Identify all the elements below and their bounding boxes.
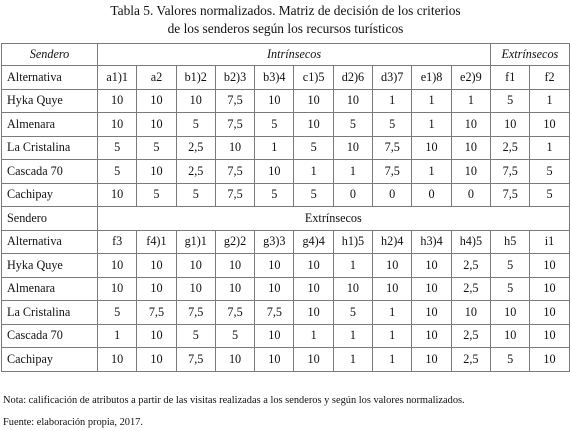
value-cell: 1	[412, 113, 451, 137]
value-cell: 5	[255, 113, 294, 137]
value-cell: 10	[530, 348, 569, 372]
row-label-cell: Cachipay	[2, 348, 98, 372]
column-header-cell: h2)4	[373, 230, 412, 254]
group-extrinsecos-label: Extrínsecos	[98, 207, 570, 231]
value-cell: 10	[451, 160, 490, 184]
column-header-cell: d3)7	[373, 66, 412, 90]
value-cell: 10	[333, 136, 372, 160]
value-cell: 5	[98, 136, 137, 160]
note-text: Nota: calificación de atributos a partir de las visitas realizadas a los senderos y según los valores normalizados.	[3, 395, 465, 406]
value-cell: 5	[176, 324, 215, 348]
value-cell: 10	[137, 160, 176, 184]
value-cell: 10	[137, 324, 176, 348]
column-header-cell: Alternativa	[2, 66, 98, 90]
column-header-cell: i1	[530, 230, 569, 254]
row-label-cell: Almenara	[2, 277, 98, 301]
value-cell: 1	[333, 160, 372, 184]
value-cell: 10	[412, 277, 451, 301]
value-cell: 0	[373, 183, 412, 207]
column-header-cell: g1)1	[176, 230, 215, 254]
value-cell: 10	[530, 277, 569, 301]
column-header-cell: f1	[491, 66, 530, 90]
value-cell: 10	[530, 301, 569, 325]
value-cell: 5	[333, 113, 372, 137]
table-row	[2, 89, 570, 113]
value-cell: 10	[176, 89, 215, 113]
table-caption	[0, 2, 571, 40]
value-cell: 1	[294, 160, 333, 184]
value-cell: 0	[333, 183, 372, 207]
value-cell: 1	[98, 324, 137, 348]
value-cell: 1	[373, 324, 412, 348]
value-cell: 7,5	[215, 160, 254, 184]
caption-line-2: de los senderos según los recursos turísticos	[167, 21, 404, 36]
value-cell: 7,5	[176, 301, 215, 325]
value-cell: 10	[137, 277, 176, 301]
table-row	[2, 254, 570, 278]
table-row	[2, 301, 570, 325]
value-cell: 10	[451, 301, 490, 325]
value-cell: 2,5	[491, 136, 530, 160]
column-header-cell: e1)8	[412, 66, 451, 90]
column-header-cell: c1)5	[294, 66, 333, 90]
value-cell: 1	[294, 324, 333, 348]
value-cell: 2,5	[176, 136, 215, 160]
value-cell: 0	[412, 183, 451, 207]
column-header-cell: Alternativa	[2, 230, 98, 254]
value-cell: 10	[98, 277, 137, 301]
value-cell: 10	[373, 277, 412, 301]
value-cell: 1	[333, 324, 372, 348]
value-cell: 10	[255, 348, 294, 372]
group-extrinsecos-label: Extrínsecos	[491, 44, 570, 66]
column-header-cell: h1)5	[333, 230, 372, 254]
value-cell: 1	[412, 89, 451, 113]
value-cell: 5	[255, 183, 294, 207]
value-cell: 7,5	[176, 348, 215, 372]
value-cell: 7,5	[491, 160, 530, 184]
value-cell: 10	[176, 277, 215, 301]
value-cell: 10	[333, 89, 372, 113]
value-cell: 7,5	[215, 113, 254, 137]
row-label-cell: Almenara	[2, 113, 98, 137]
row-label-cell: Cascada 70	[2, 160, 98, 184]
table-row	[2, 183, 570, 207]
row-label-cell: Hyka Quye	[2, 89, 98, 113]
column-header-cell: f3	[98, 230, 137, 254]
value-cell: 10	[215, 277, 254, 301]
value-cell: 5	[333, 301, 372, 325]
table-row	[2, 160, 570, 184]
column-header-cell: g2)2	[215, 230, 254, 254]
value-cell: 5	[491, 348, 530, 372]
column-header-cell: d2)6	[333, 66, 372, 90]
value-cell: 10	[294, 277, 333, 301]
value-cell: 10	[137, 89, 176, 113]
value-cell: 2,5	[451, 348, 490, 372]
value-cell: 7,5	[491, 183, 530, 207]
row-label-cell: La Cristalina	[2, 136, 98, 160]
value-cell: 10	[176, 254, 215, 278]
value-cell: 5	[176, 113, 215, 137]
value-cell: 2,5	[176, 160, 215, 184]
value-cell: 10	[137, 254, 176, 278]
value-cell: 5	[373, 113, 412, 137]
value-cell: 5	[294, 183, 333, 207]
row-label-cell: La Cristalina	[2, 301, 98, 325]
column-header-cell: g4)4	[294, 230, 333, 254]
column-header-cell: a2	[137, 66, 176, 90]
value-cell: 10	[451, 113, 490, 137]
value-cell: 10	[215, 136, 254, 160]
value-cell: 10	[412, 324, 451, 348]
value-cell: 5	[530, 183, 569, 207]
column-header-row-2	[2, 230, 570, 254]
value-cell: 7,5	[215, 89, 254, 113]
value-cell: 10	[451, 136, 490, 160]
value-cell: 1	[333, 254, 372, 278]
caption-line-1: Tabla 5. Valores normalizados. Matriz de decisión de los criterios	[110, 3, 461, 18]
value-cell: 10	[294, 113, 333, 137]
value-cell: 0	[451, 183, 490, 207]
value-cell: 5	[215, 324, 254, 348]
value-cell: 5	[294, 136, 333, 160]
value-cell: 10	[255, 89, 294, 113]
value-cell: 10	[373, 254, 412, 278]
row-label-cell: Cascada 70	[2, 324, 98, 348]
value-cell: 1	[333, 348, 372, 372]
value-cell: 1	[373, 301, 412, 325]
value-cell: 10	[255, 324, 294, 348]
value-cell: 1	[255, 136, 294, 160]
value-cell: 10	[255, 277, 294, 301]
value-cell: 5	[137, 183, 176, 207]
value-cell: 5	[491, 89, 530, 113]
column-header-cell: f2	[530, 66, 569, 90]
value-cell: 10	[137, 348, 176, 372]
value-cell: 10	[255, 160, 294, 184]
value-cell: 10	[98, 254, 137, 278]
decision-matrix-table	[1, 43, 570, 372]
value-cell: 1	[373, 89, 412, 113]
value-cell: 10	[98, 348, 137, 372]
value-cell: 10	[137, 113, 176, 137]
value-cell: 10	[412, 301, 451, 325]
value-cell: 10	[530, 113, 569, 137]
value-cell: 1	[530, 136, 569, 160]
value-cell: 5	[137, 136, 176, 160]
value-cell: 10	[491, 301, 530, 325]
value-cell: 2,5	[451, 324, 490, 348]
value-cell: 10	[412, 254, 451, 278]
column-header-row-1	[2, 66, 570, 90]
value-cell: 7,5	[373, 136, 412, 160]
value-cell: 10	[294, 89, 333, 113]
value-cell: 7,5	[255, 301, 294, 325]
value-cell: 10	[294, 254, 333, 278]
table-row	[2, 113, 570, 137]
value-cell: 7,5	[215, 301, 254, 325]
column-header-cell: a1)1	[98, 66, 137, 90]
table-notes	[3, 394, 465, 430]
value-cell: 10	[215, 348, 254, 372]
value-cell: 10	[255, 254, 294, 278]
value-cell: 5	[491, 277, 530, 301]
sendero-label: Sendero	[2, 207, 98, 231]
value-cell: 1	[451, 89, 490, 113]
column-header-cell: h4)5	[451, 230, 490, 254]
value-cell: 10	[333, 277, 372, 301]
column-header-cell: h3)4	[412, 230, 451, 254]
value-cell: 10	[412, 348, 451, 372]
value-cell: 7,5	[373, 160, 412, 184]
column-header-cell: f4)1	[137, 230, 176, 254]
value-cell: 5	[98, 160, 137, 184]
value-cell: 5	[176, 183, 215, 207]
value-cell: 7,5	[137, 301, 176, 325]
group-header-row-1	[2, 44, 570, 66]
row-label-cell: Cachipay	[2, 183, 98, 207]
value-cell: 5	[491, 254, 530, 278]
value-cell: 5	[98, 301, 137, 325]
value-cell: 10	[98, 113, 137, 137]
value-cell: 1	[373, 348, 412, 372]
value-cell: 2,5	[451, 254, 490, 278]
table-row	[2, 136, 570, 160]
value-cell: 1	[412, 160, 451, 184]
column-header-cell: g3)3	[255, 230, 294, 254]
value-cell: 2,5	[451, 277, 490, 301]
value-cell: 10	[412, 136, 451, 160]
group-header-row-2	[2, 207, 570, 231]
value-cell: 10	[491, 324, 530, 348]
column-header-cell: b1)2	[176, 66, 215, 90]
value-cell: 10	[530, 324, 569, 348]
column-header-cell: b2)3	[215, 66, 254, 90]
column-header-cell: h5	[491, 230, 530, 254]
value-cell: 10	[491, 113, 530, 137]
value-cell: 1	[530, 89, 569, 113]
row-label-cell: Hyka Quye	[2, 254, 98, 278]
table-row	[2, 348, 570, 372]
sendero-label: Sendero	[2, 44, 98, 66]
column-header-cell: e2)9	[451, 66, 490, 90]
column-header-cell: b3)4	[255, 66, 294, 90]
source-text: Fuente: elaboración propia, 2017.	[3, 417, 143, 428]
value-cell: 7,5	[215, 183, 254, 207]
value-cell: 5	[530, 160, 569, 184]
table-row	[2, 277, 570, 301]
value-cell: 10	[294, 348, 333, 372]
value-cell: 10	[530, 254, 569, 278]
value-cell: 10	[294, 301, 333, 325]
value-cell: 10	[215, 254, 254, 278]
table-row	[2, 324, 570, 348]
value-cell: 10	[98, 183, 137, 207]
group-intrinsecos-label: Intrínsecos	[98, 44, 491, 66]
value-cell: 10	[98, 89, 137, 113]
